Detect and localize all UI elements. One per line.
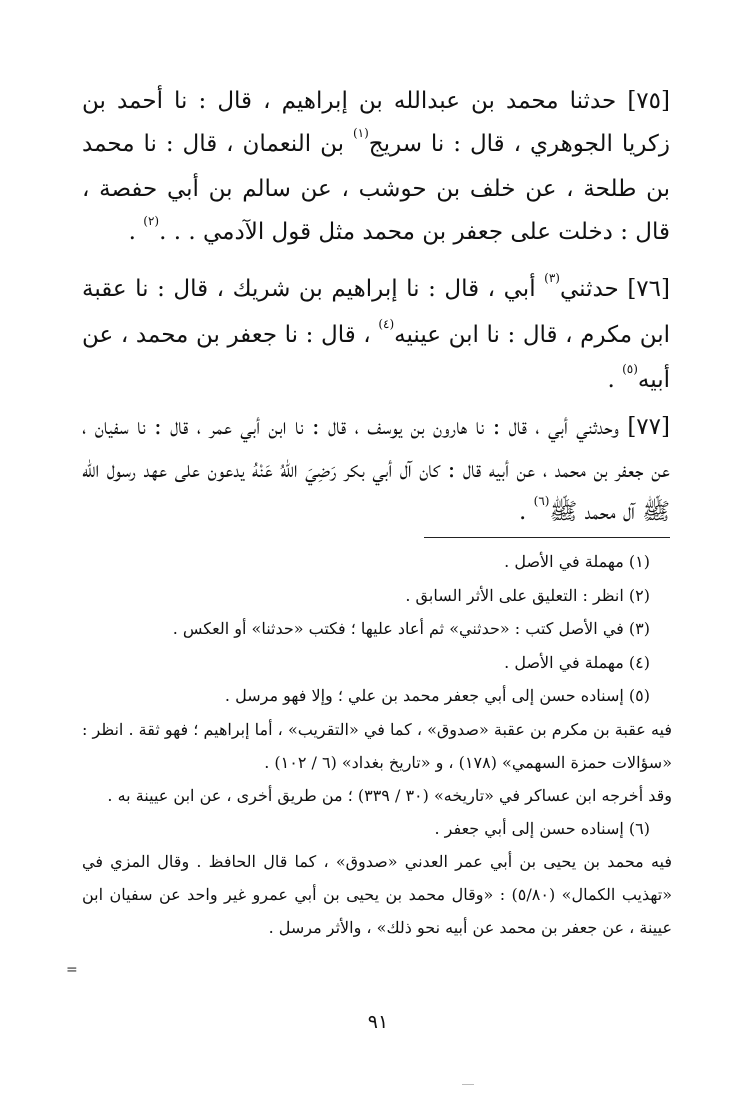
narration-76 [82,268,670,405]
narration-77-end: . [519,499,534,525]
footnote-5-source: وقد أخرجه ابن عساكر في «تاريخه» (٣٠ / ٣٣٩) ؛ من طريق أخرى ، عن ابن عيينة به . [107,785,672,805]
narration-76-text-2: أبي ، قال : نا إبراهيم بن شريك ، قال : نا عقبة ابن مكرم ، قال : نا ابن عينيه [82,276,670,348]
footnote-6-detail: فيه محمد بن يحيى بن أبي عمر العدني «صدوق» ، كما قال الحافظ . وقال المزي في «تهذيب الكمال» (٥/٨٠) : «وقال محمد بن يحيى بن أبي عمرو غير واحد عن سفيان ابن عيينة ، عن جعفر بن محمد عن أبيه نحو ذلك» ، والأثر مرسل . [82,852,672,937]
narration-75-end: . [128,218,144,245]
footnote-4: (٤) مهملة في الأصل . [504,652,650,672]
bottom-mark [462,1084,474,1085]
page-number: ٩١ [367,1011,389,1033]
narration-76-end: . [607,367,623,393]
footnote-3: (٣) في الأصل كتب : «حدثني» ثم أعاد عليها ؛ فكتب «حدثنا» أو العكس . [172,619,650,638]
footnote-1: (١) مهملة في الأصل . [504,552,650,571]
footnote-ref-5: (٥) [622,362,638,376]
footnote-ref-2: (٢) [143,213,160,228]
footnote-ref-6: (٦) [533,494,550,508]
footnote-ref-1: (١) [352,125,369,140]
footnote-separator [424,537,670,538]
narration-76-text: [٧٦] حدثني [559,276,670,302]
footnote-ref-4: (٤) [378,316,395,331]
narration-75-text: [٧٥] حدثنا محمد بن عبدالله بن إبراهيم ، قال : نا أحمد بن زكريا الجوهري ، قال : نا سريج [82,88,670,157]
narration-77-text: [٧٧] وحدثني أبي ، قال : نا هارون بن يوسف ، قال : نا ابن أبي عمر ، قال : نا سفيان ، عن جعفر بن محمد ، عن أبيه قال : كان آل أبي بكر رَضِيَ اللهُ عَنْهُ يدعون على عهد رسول الله ﷺ آل محمد ﷺ [82,414,670,525]
narration-75 [82,80,670,256]
margin-mark: = [66,962,78,978]
footnote-5-detail: فيه عقبة بن مكرم بن عقبة «صدوق» ، كما في «التقريب» ، أما إبراهيم ؛ فهو ثقة . انظر : «سؤالات حمزة السهمي» (١٧٨) ، و «تاريخ بغداد» (٦ / ١٠٢) . [82,719,672,772]
narration-76-text-3: ، قال : نا جعفر بن محمد ، عن أبيه [82,321,670,393]
footnote-ref-3: (٣) [544,271,560,285]
footnotes [82,545,672,944]
footnote-2: (٢) انظر : التعليق على الأثر السابق . [405,585,650,605]
footnote-6: (٦) إسناده حسن إلى أبي جعفر . [434,818,650,838]
narration-75-text-2: بن النعمان ، قال : نا محمد بن طلحة ، عن خلف بن حوشب ، عن سالم بن أبي حفصة ، قال : دخلت على جعفر بن محمد مثل قول الآدمي . . . [82,130,670,245]
footnote-5: (٥) إسناده حسن إلى أبي جعفر محمد بن علي ؛ وإلا فهو مرسل . [224,686,650,705]
narration-77 [82,406,670,537]
